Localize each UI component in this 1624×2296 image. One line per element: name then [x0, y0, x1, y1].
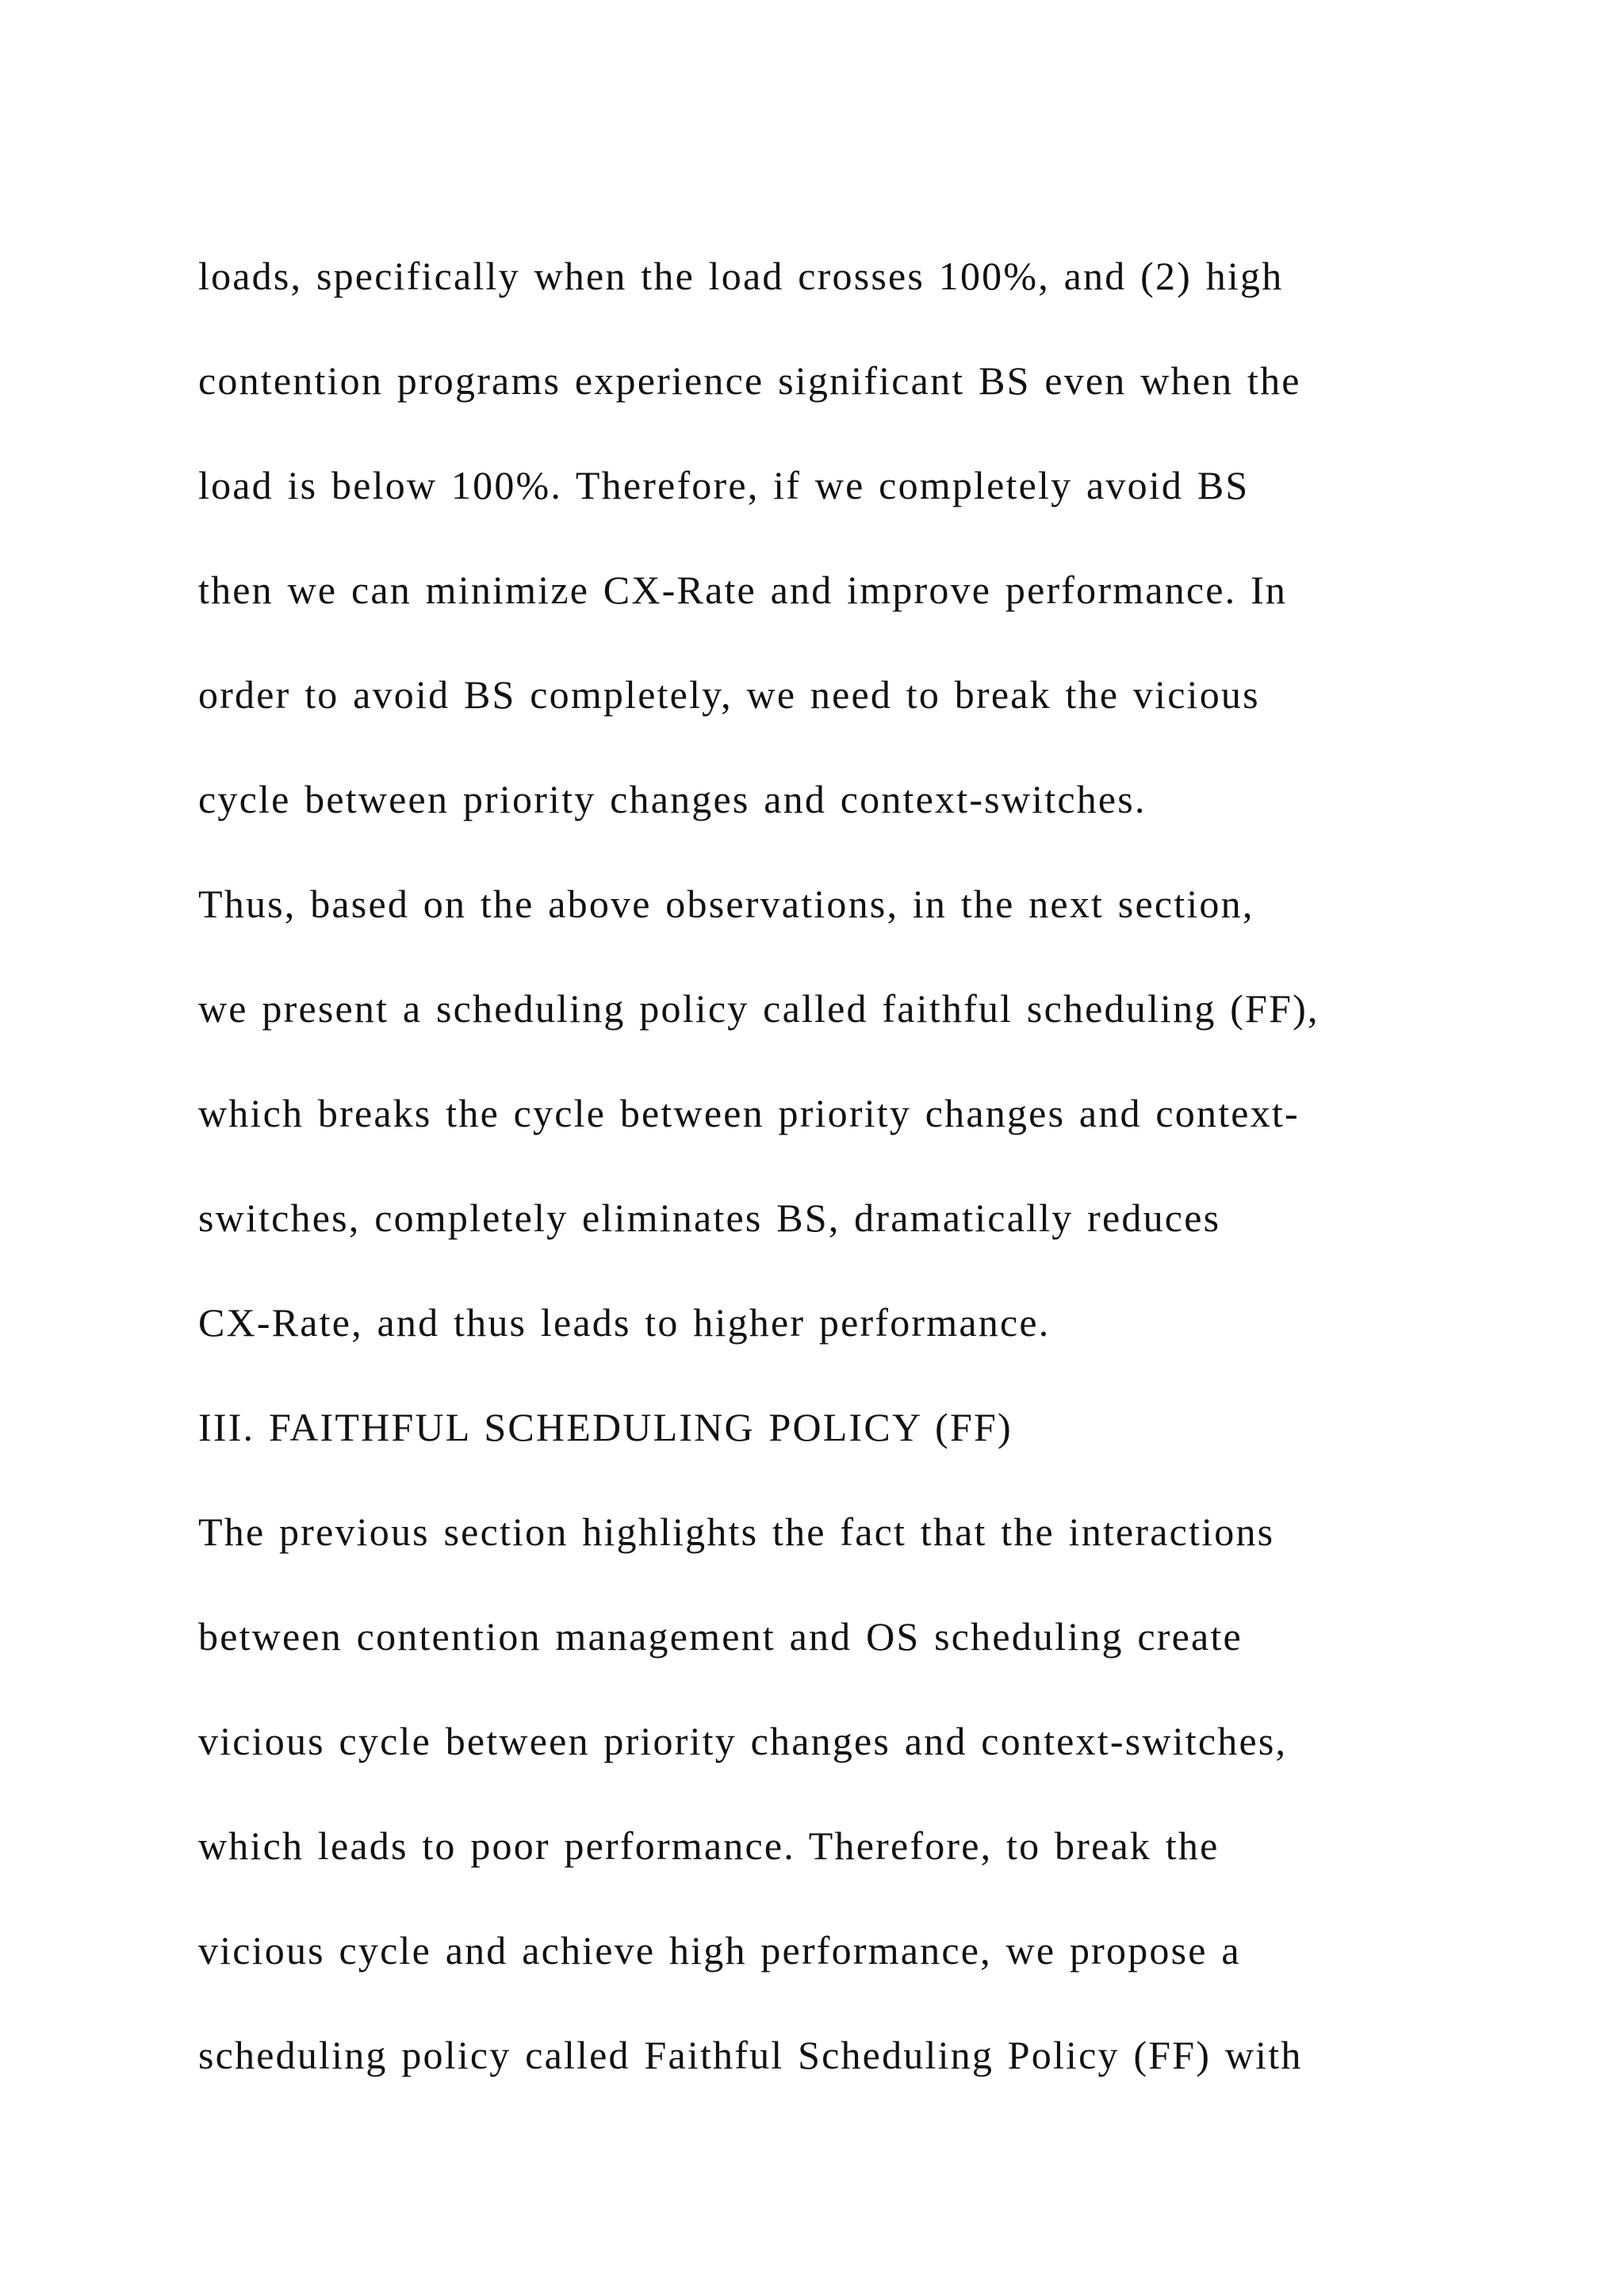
- text-line: Thus, based on the above observations, in the next section,: [198, 882, 1254, 926]
- text-line: The previous section highlights the fact that the interactions: [198, 1510, 1275, 1554]
- text-line: order to avoid BS completely, we need to break the vicious: [198, 672, 1260, 717]
- text-line: then we can minimize CX-Rate and improve performance. In: [198, 568, 1288, 612]
- text-line: loads, specifically when the load crosses 100%, and (2) high: [198, 254, 1284, 298]
- text-line: we present a scheduling policy called faithful scheduling (FF),: [198, 986, 1320, 1031]
- section-heading: III. FAITHFUL SCHEDULING POLICY (FF): [198, 1405, 1013, 1449]
- text-line: which leads to poor performance. Therefore, to break the: [198, 1823, 1220, 1868]
- text-line: switches, completely eliminates BS, dramatically reduces: [198, 1196, 1221, 1240]
- text-line: load is below 100%. Therefore, if we completely avoid BS: [198, 463, 1250, 507]
- text-line: contention programs experience significant BS even when the: [198, 358, 1301, 403]
- text-line: CX-Rate, and thus leads to higher performance.: [198, 1300, 1051, 1345]
- text-line: which breaks the cycle between priority changes and context-: [198, 1091, 1300, 1135]
- text-line: scheduling policy called Faithful Scheduling Policy (FF) with: [198, 2033, 1303, 2077]
- text-line: cycle between priority changes and context-switches.: [198, 777, 1147, 821]
- text-line: vicious cycle and achieve high performance, we propose a: [198, 1928, 1241, 1973]
- text-line: between contention management and OS scheduling create: [198, 1614, 1243, 1659]
- text-line: vicious cycle between priority changes and context-switches,: [198, 1719, 1288, 1763]
